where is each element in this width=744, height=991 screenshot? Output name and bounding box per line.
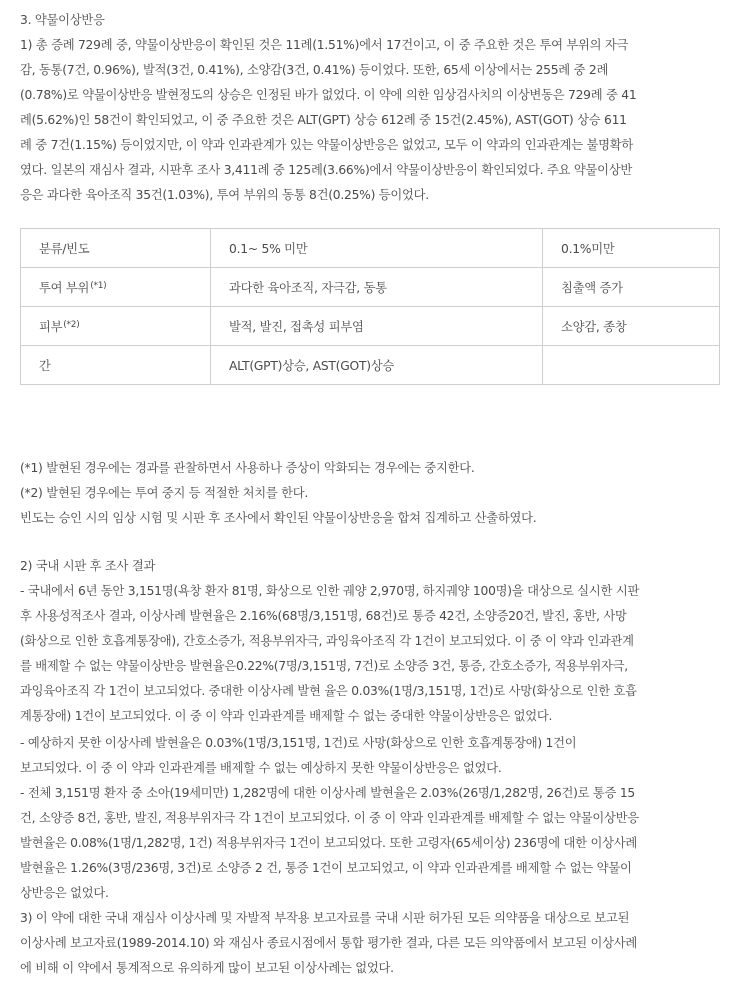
paragraph-line: - 국내에서 6년 동안 3,151명(욕창 환자 81명, 화상으로 인한 궤양 2,970명, 하지궤양 100명)을 대상으로 실시한 시판 <box>20 584 640 598</box>
row-category: 피부 <box>39 320 63 334</box>
paragraph-line: 발현율은 1.26%(3명/236명, 3건)로 소양증 2 건, 통증 1건이 보고되었고, 이 약과 인과관계를 배제할 수 없는 약물이 <box>20 861 632 875</box>
frequency-note: 빈도는 승인 시의 임상 시험 및 시판 후 조사에서 확인된 약물이상반응을 합쳐 집계하고 산출하였다. <box>20 511 537 525</box>
section-heading: 3. 약물이상반응 <box>20 13 105 27</box>
row-category-cell <box>21 307 211 346</box>
paragraph-line: 후 사용성적조사 결과, 이상사례 발현율은 2.16%(68명/3,151명, 68건)로 통증 42건, 소양증20건, 발진, 홍반, 사망 <box>20 609 627 623</box>
header-cell-low-frequency: 0.1%미만 <box>543 229 720 268</box>
paragraph-line: 계통장애) 1건이 보고되었다. 이 중 이 약과 인과관계를 배제할 수 없는 중대한 약물이상반응은 없었다. <box>20 709 553 723</box>
row-category: 간 <box>39 359 51 373</box>
paragraph-line: 에 비해 이 약에서 통계적으로 유의하게 많이 보고된 이상사례는 없었다. <box>20 961 394 975</box>
row-category: 투여 부위 <box>39 281 90 295</box>
footnote: (*2) 발현된 경우에는 투여 중지 등 적절한 처치를 한다. <box>20 486 309 500</box>
row-mid-frequency: 발적, 발진, 접촉성 피부염 <box>211 307 543 346</box>
row-low-frequency: 침출액 증가 <box>543 268 720 307</box>
footnote: (*1) 발현된 경우에는 경과를 관찰하면서 사용하나 증상이 악화되는 경우에는 중지한다. <box>20 461 475 475</box>
footnote-marker: (*1) <box>90 281 107 291</box>
paragraph-line: 례 중 7건(1.15%) 등이었지만, 이 약과 인과관계가 있는 약물이상반응은 없었고, 모두 이 약과의 인과관계는 불명확하 <box>20 138 634 152</box>
paragraph-line: 이상사례 보고자료(1989-2014.10) 와 재심사 종료시점에서 통합 평가한 결과, 다른 모든 의약품에서 보고된 이상사례 <box>20 936 638 950</box>
paragraph-line: - 전체 3,151명 환자 중 소아(19세미만) 1,282명에 대한 이상사례 발현율은 2.03%(26명/1,282명, 26건)로 통증 15 <box>20 786 635 800</box>
section-heading: 2) 국내 시판 후 조사 결과 <box>20 559 156 573</box>
table-row <box>21 346 720 385</box>
footnote-marker: (*2) <box>63 320 80 330</box>
paragraph-line: 였다. 일본의 재심사 결과, 시판후 조사 3,411례 중 125례(3.66%)에서 약물이상반응이 확인되었다. 주요 약물이상반 <box>20 163 632 177</box>
paragraph-line: 발현율은 0.08%(1명/1,282명, 1건) 적용부위자극 1건이 보고되었다. 또한 고령자(65세이상) 236명에 대한 이상사례 <box>20 836 637 850</box>
paragraph-line: 1) 총 증례 729례 중, 약물이상반응이 확인된 것은 11례(1.51%)에서 17건이고, 이 중 주요한 것은 투여 부위의 자극 <box>20 38 629 52</box>
paragraph-line: - 예상하지 못한 이상사례 발현율은 0.03%(1명/3,151명, 1건)로 사망(화상으로 인한 호흡계통장애) 1건이 <box>20 736 577 750</box>
paragraph-line: 건, 소양증 8건, 홍반, 발진, 적용부위자극 각 1건이 보고되었다. 이 중 이 약과 인과관계를 배제할 수 없는 약물이상반응 <box>20 811 639 825</box>
paragraph-line: 를 배제할 수 없는 약물이상반응 발현율은0.22%(7명/3,151명, 7건)로 소양증 3건, 통증, 간호소증가, 적용부위자극, <box>20 659 628 673</box>
paragraph-line: 보고되었다. 이 중 이 약과 인과관계를 배제할 수 없는 예상하지 못한 약물이상반응은 없었다. <box>20 761 502 775</box>
table-header-row <box>21 229 720 268</box>
row-mid-frequency: 과다한 육아조직, 자극감, 동통 <box>211 268 543 307</box>
paragraph-line: 응은 과다한 육아조직 35건(1.03%), 투여 부위의 동통 8건(0.25%) 등이었다. <box>20 188 429 202</box>
header-cell-category: 분류/빈도 <box>21 229 211 268</box>
paragraph-line: 과잉육아조직 각 1건이 보고되었다. 중대한 이상사례 발현 율은 0.03%(1명/3,151명, 1건)로 사망(화상으로 인한 호흡 <box>20 684 637 698</box>
adverse-reaction-table <box>20 228 720 385</box>
paragraph-line: (화상으로 인한 호흡계통장애), 간호소증가, 적용부위자극, 과잉육아조직 각 1건이 보고되었다. 이 중 이 약과 인과관계 <box>20 634 634 648</box>
table-row <box>21 307 720 346</box>
header-cell-mid-frequency: 0.1~ 5% 미만 <box>211 229 543 268</box>
paragraph-line: (0.78%)로 약물이상반응 발현정도의 상승은 인정된 바가 없었다. 이 약에 의한 임상검사치의 이상변동은 729례 중 41 <box>20 88 637 102</box>
row-category-cell <box>21 268 211 307</box>
paragraph-line: 례(5.62%)인 58건이 확인되었고, 이 중 주요한 것은 ALT(GPT) 상승 612례 중 15건(2.45%), AST(GOT) 상승 611 <box>20 113 627 127</box>
paragraph-line: 감, 동통(7건, 0.96%), 발적(3건, 0.41%), 소양감(3건, 0.41%) 등이었다. 또한, 65세 이상에서는 255례 중 2례 <box>20 63 609 77</box>
row-low-frequency: 소양감, 종창 <box>543 307 720 346</box>
row-category-cell <box>21 346 211 385</box>
paragraph-line: 3) 이 약에 대한 국내 재심사 이상사례 및 자발적 부작용 보고자료를 국내 시판 허가된 모든 의약품을 대상으로 보고된 <box>20 911 630 925</box>
table-row <box>21 268 720 307</box>
paragraph-line: 상반응은 없었다. <box>20 886 109 900</box>
row-low-frequency <box>543 346 720 385</box>
row-mid-frequency: ALT(GPT)상승, AST(GOT)상승 <box>211 346 543 385</box>
